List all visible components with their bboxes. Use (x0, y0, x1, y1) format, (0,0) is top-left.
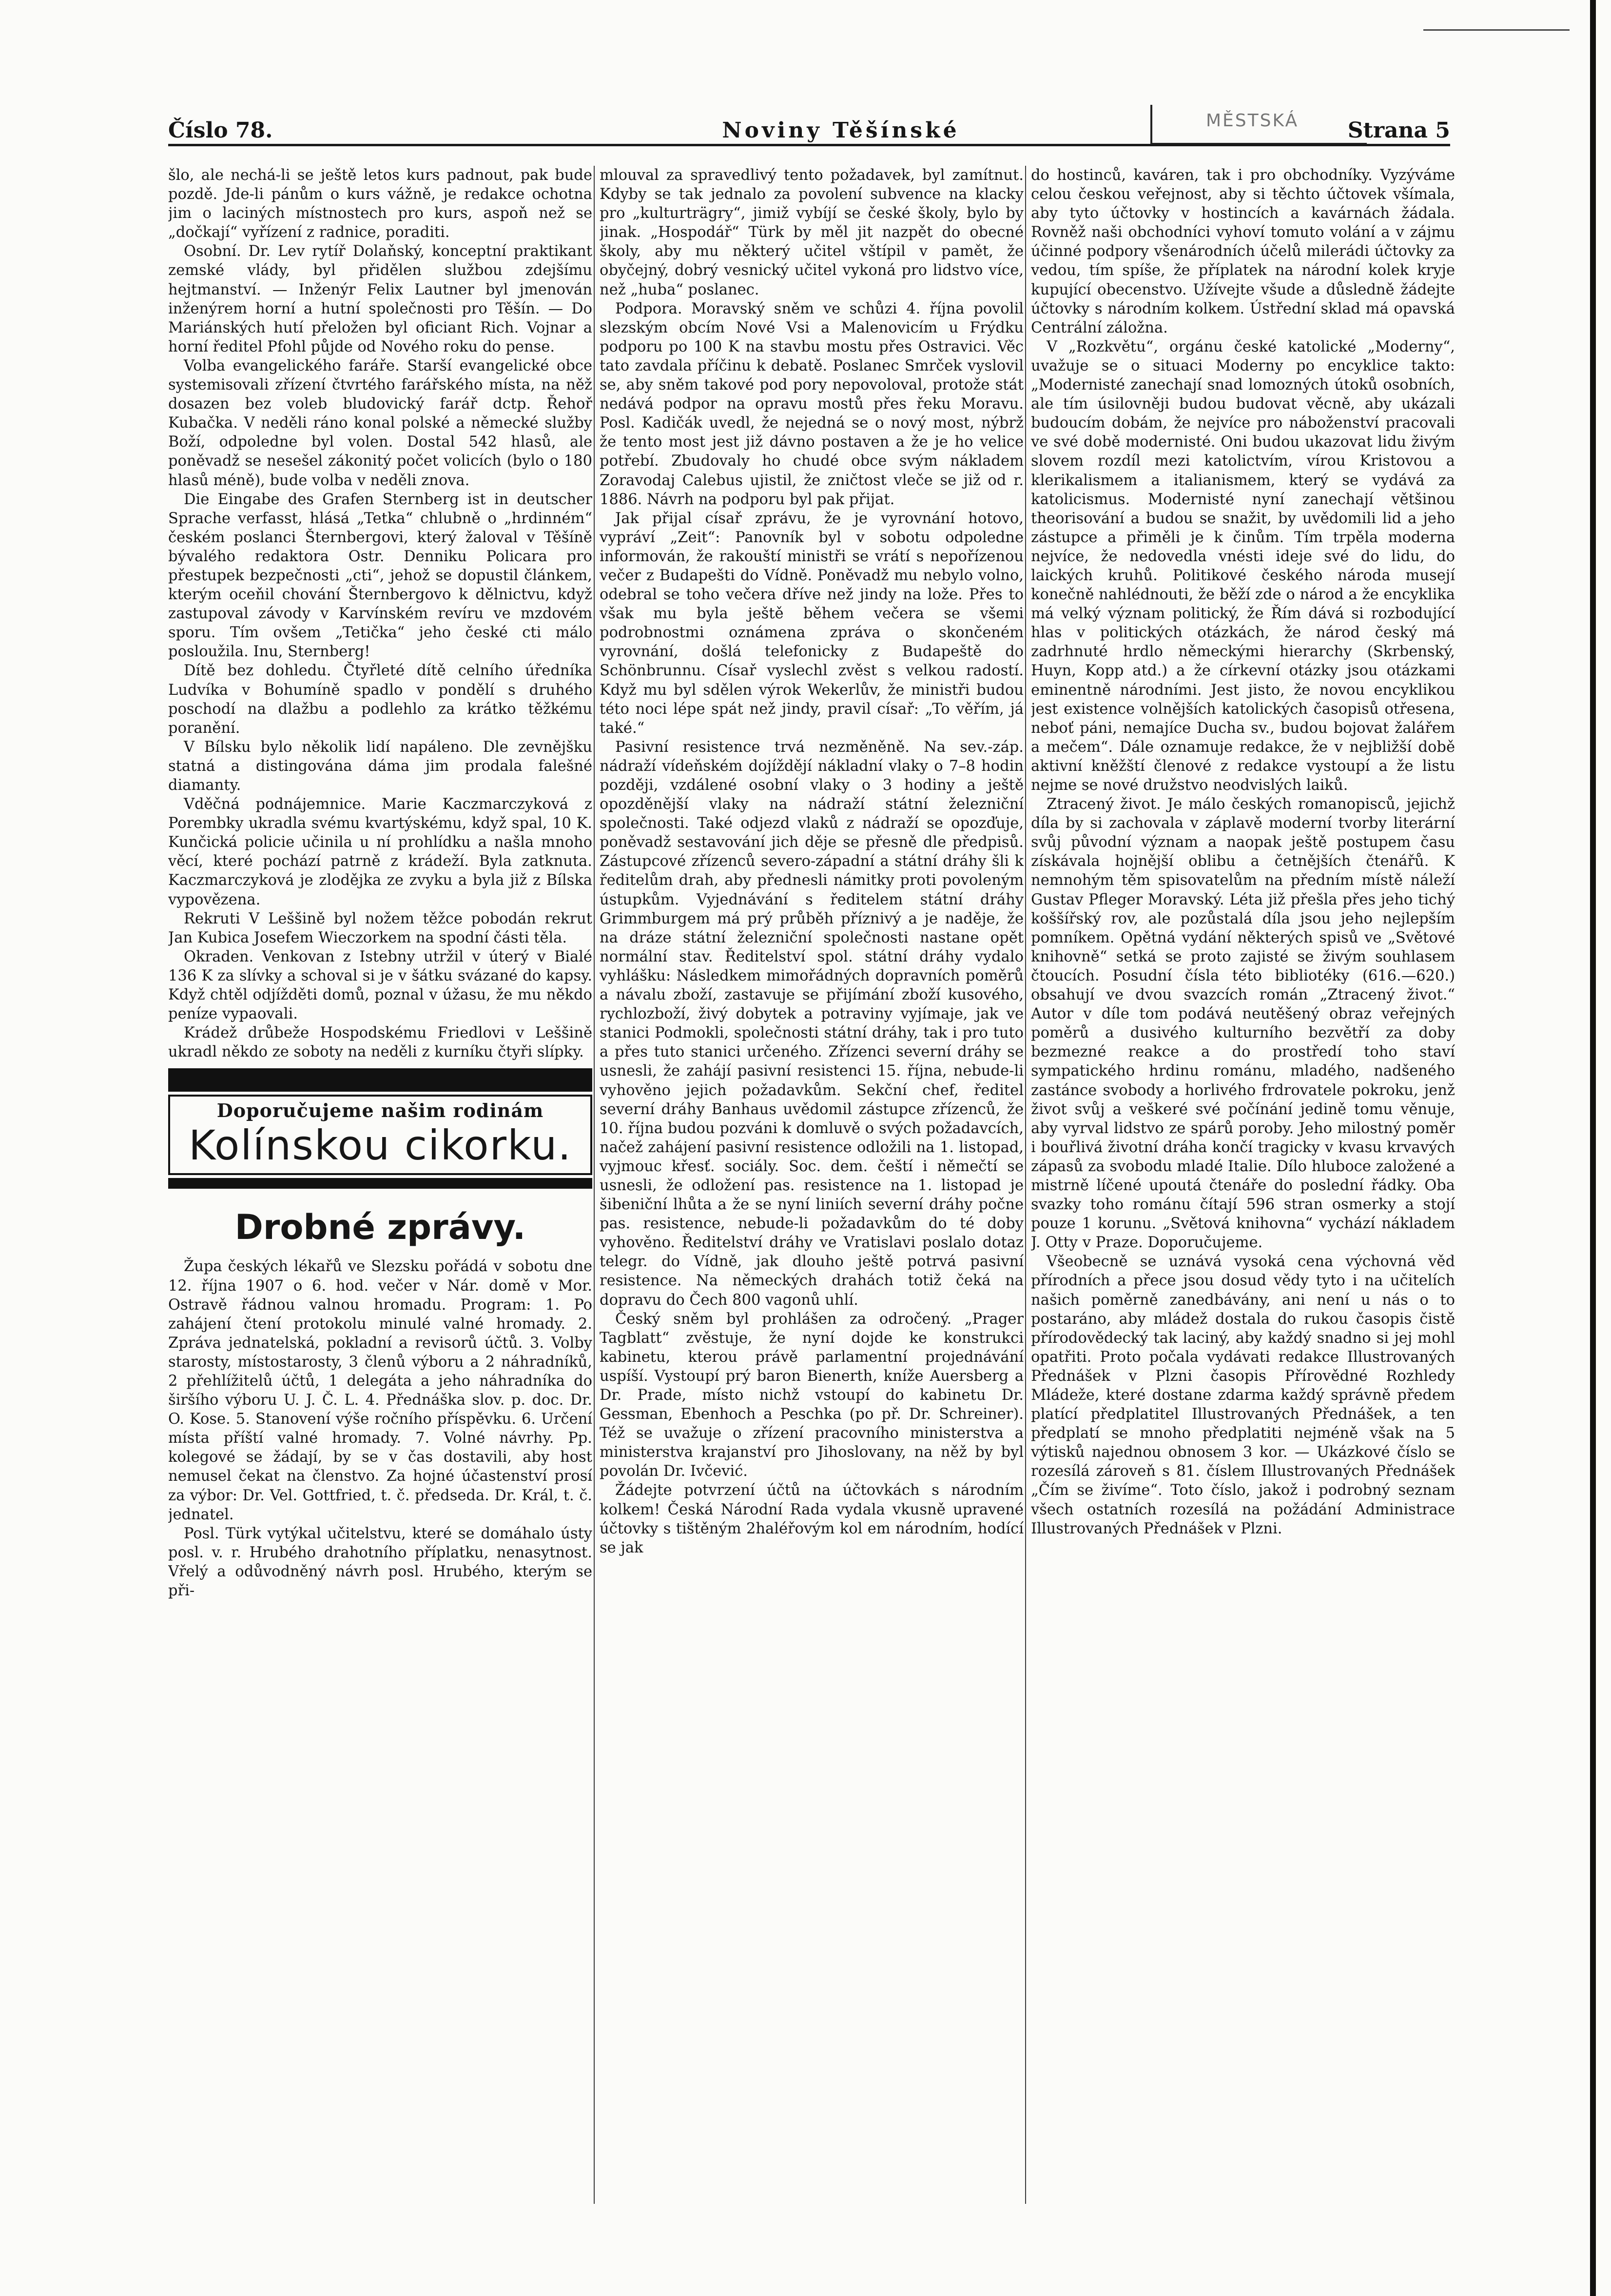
article-paragraph: Dítě bez dohledu. Čtyřleté dítě celního úředníka Ludvíka v Bohumíně spadlo v pondělí s druhého poschodí na dlažbu a podlehlo za krátko těžkému poranění. (168, 662, 592, 737)
article-paragraph: Vděčná podnájemnice. Marie Kaczmarczyková z Porembky ukradla svému kvartýskému, když spal, 10 K. Kunčická policie učinila u ní prohlídku a našla mnoho věcí, které pochází patrně z krádeží. Byla zatknuta. Kaczmarczyková je zlodějka ze zvyku a byla již z Bílska vypovězena. (168, 796, 592, 908)
article-paragraph: Die Eingabe des Grafen Sternberg ist in deutscher Sprache verfasst, hlásá „Tetka“ chlubně o „hrdinném“ českém poslanci Šternbergovi, který žaloval v Těšíně bývalého redaktora Ostr. Denniku Policara pro přestupek bezpečnosti „cti“, jehož se dopustil článkem, kterým oceňil chování Šternbergovo k dělnictvu, když zastupoval závody v Karvínském revíru ve mzdovém sporu. Tím ovšem „Tetička“ jeho české cti málo posloužila. Inu, Sternberg! (168, 491, 592, 661)
advertisement (168, 1095, 592, 1175)
article-paragraph: Všeobecně se uznává vysoká cena výchovná věd přírodních a přece jsou dosud vědy tyto i na učitelích našich poměrně zanedbávány, ani není u nás o to postaráno, aby mládež dostala do rukou časopis čistě přírodovědecký tak laciný, aby každý snadno si jej mohl opatřiti. Proto počala vydávati redakce Illustrovaných Přednášek v Plzni časopis Přírovědné Rozhledy Mládeže, které dostane zdarma každý správně předem platící předplatitel Illustrovaných Přednášek, a ten předplatí se mnoho předplatiti nejméně však na 5 výtisků najednou obnosem 3 kor. — Ukázkové číslo se rozesílá zároveň s 81. číslem Illustrovaných Přednášek „Čím se živíme“. Toto číslo, jakož i podrobný seznam všech ostatních rozesílá na požádání Administrace Illustrovaných Přednášek v Plzni. (1031, 1253, 1455, 1537)
top-mark (1423, 29, 1570, 31)
article-paragraph: V Bílsku bylo několik lidí napáleno. Dle zevnějšku statná a distingována dáma jim prodala falešné diamanty. (168, 738, 592, 794)
article-paragraph: Český sněm byl prohlášen za odročený. „Prager Tagblatt“ zvěstuje, že nyní dojde ke konstrukci kabinetu, kterou právě parlamentní projednávání uspíší. Vystoupí prý baron Bienerth, kníže Auersberg a Dr. Prade, místo nichž vstoupí do kabinetu Dr. Gessman, Ebenhoch a Peschka (po př. Dr. Schreiner). Též se uvažuje o zřízení pracovního ministerstva a ministerstva krajanství pro Jihoslovany, na něž by byl povolán Dr. Ivčević. (600, 1310, 1024, 1480)
column-3 (1031, 166, 1455, 2204)
advert-bottom-bar (168, 1178, 592, 1189)
advert-top-bar (168, 1068, 592, 1092)
header-rule (168, 144, 1450, 146)
article-paragraph: Podpora. Moravský sněm ve schůzi 4. října povolil slezským obcím Nové Vsi a Malenovicím u Frýdku podporu po 100 K na stavbu mostu přes Ostravici. Věc tato zavdala příčinu k debatě. Poslanec Smrček vyslovil se, aby sněm takové pod pory nepovoloval, protože stát nedává podpor na opravu mostů přes řeku Moravu. Posl. Kadičák uvedl, že nejedná se o nový most, nýbrž že tento most jest již dávno postaven a že je ho velice potřebí. Zbudovaly ho chudé obce svým nákladem Zoravodaj Calebus ujistil, že zničtost vleče se již od r. 1886. Návrh na podporu byl pak přijat. (600, 300, 1024, 508)
article-paragraph: Volba evangelického faráře. Starší evangelické obce systemisovali zřízení čtvrtého farářského místa, na něž dosazen bez voleb bludovický farář dctp. Řehoř Kubačka. V neděli ráno konal polské a německé služby Boží, odpoledne byl volen. Dostal 542 hlasů, ale poněvadž se nesešel zákonitý počet volicích (bylo o 180 hlasů méně), bude volba v neděli znova. (168, 357, 592, 489)
article-paragraph: V „Rozkvětu“, orgánu české katolické „Moderny“, uvažuje se o situaci Moderny po encyklice takto: „Modernisté zanechají snad lomozných útoků osobních, ale tím úsilovněji budou budovat věcně, aby ukázali budoucím dobám, že nejvíce pro náboženství pracovali ve své době modernisté. Oni budou ukazovat lidu živým slovem rozdíl mezi katolictvím, vírou Kristovou a klerikalismem a italianismem, který se vydává za katolicismus. Modernisté nyní zanechají většinou theorisování a budou se snažit, by uvědomili lid a jeho zástupce a přiměli je k činům. Tím trpěla moderna nejvíce, že nedovedla vnésti ideje své do lidu, do laických kruhů. Politikové českého národa musejí konečně nahlédnouti, že běží zde o národ a že encyklika má velký význam politický, že Řím dává si rozbodující hlas v politických otázkách, že národ český má zadrhnuté hrdlo německými hierarchy (Skrbenský, Huyn, Kopp atd.) a že církevní otázky jsou otázkami eminentně národními. Jest jisto, že novou encyklikou jest existence volnějších katolických časopisů otřesena, neboť páni, nemajíce Ducha sv., budou bojovat žalářem a mečem“. Dále oznamuje redakce, že v nejbližší době aktivní kněžští členové z redakce vystoupí a že listu nejme se nové družstvo neodvislých laiků. (1031, 338, 1455, 794)
article-paragraph: Žádejte potvrzení účtů na účtovkách s národním kolkem! Česká Národní Rada vydala vkusně upravené účtovky s tištěným 2haléřovým kol em národním, hodící se jak (600, 1482, 1024, 1556)
column-2 (600, 166, 1024, 2204)
article-paragraph: Pasivní resistence trvá nezměněně. Na sev.-záp. nádraží vídeňském dojíždějí nákladní vlaky o 7–8 hodin později, vzdálené osobní vlaky o 3 hodiny a ještě opozděnější vlaky na nádraží státní železniční společnosti. Také odjezd vlaků z nádraží se opozďuje, poněvadž sestavování jich děje se přesně dle předpisů. Zástupcové zřízenců severo-západní a státní dráhy šli k ředitelům drah, aby přednesli námitky proti povoleným ústupkům. Vyjednávání s ředitelem státní dráhy Grimmburgem má prý průběh příznivý a je naděje, že na dráze státní železniční společnosti nastane opět normální stav. Ředitelství spol. státní dráhy vydalo vyhlášku: Následkem mimořádných dopravních poměrů a návalu zboží, zastavuje se přijímání zboží kusového, rychlozboží, živý dobytek a potraviny vyjímaje, jak ve stanici Podmokli, společnosti státní dráhy, tak i pro tuto a přes tuto stanici určeného. Zřízenci severní dráhy se usnesli, že zahájí pasivní resistenci 15. října, nebude-li vyhověno jejich požadavkům. Sekční chef, ředitel severní dráhy Banhaus uvědomil zástupce zřízenců, že 10. října budou pozváni k domluvě o svých požadavcích, načež zahájení pasivní resistence odložili na 1. listopad, vyjmouc křesť. sociály. Soc. dem. čeští i němečtí se usnesli, že odložení pas. resistence na 1. listopad je šibeniční lhůta a že se nyní liniích severní dráhy počne pas. resistence, nebude-li požadavkům do té doby vyhověno. Ředitelství dráhy ve Vratislavi poslalo dotaz telegr. do Vídně, jak dlouho ještě potrvá pasivní resistence. Na německých drahách totiž čeká na dopravu do Čech 800 vagonů uhlí. (600, 738, 1024, 1309)
article-paragraph: Župa českých lékařů ve Slezsku pořádá v sobotu dne 12. října 1907 o 6. hod. večer v Nár. domě v Mor. Ostravě řádnou valnou hromadu. Program: 1. Po zahájení čtení protokolu minulé valné hromady. 2. Zpráva jednatelská, pokladní a revisorů účtů. 3. Volby starosty, místostarosty, 3 členů výboru a 2 náhradníků, 2 přehlížitelů účtů, 1 delegáta a jeho náhradníka do širšího výboru U. J. Č. L. 4. Přednáška slov. p. doc. Dr. O. Kose. 5. Stanovení výše ročního příspěvku. 6. Určení místa příští valné hromady. 7. Volné návrhy. Pp. kolegové se žádají, by se v čas dostavili, aby host nemusel čekat na členstvo. Za hojné účastenství prosí za výbor: Dr. Vel. Gottfried, t. č. předseda. Dr. Král, t. č. jednatel. (168, 1258, 592, 1523)
article-paragraph: šlo, ale nechá-li se ještě letos kurs padnout, pak bude pozdě. Jde-li pánům o kurs vážně, je redakce ochotna jim o laciných místnostech pro kurs, aspoň než se „dočkají“ vyřízení z radnice, poraditi. (168, 167, 592, 241)
article-paragraph: do hostinců, kaváren, tak i pro obchodníky. Vyzýváme celou českou veřejnost, aby si těchto účtovek všímala, aby tyto účtovky v hostincích a kavárnách žádala. Rovněž naši obchodníci vyhoví tomuto volání a v zájmu účinné podpory všenárodních účelů milerádi účtovky za vedou, tím spíše, že příplatek na národní kolek kryje kupující obecenstvo. Užívejte všude a důsledně žádejte účtovky s národním kolkem. Ústřední sklad má opavská Centrální záložna. (1031, 167, 1455, 336)
library-stamp (1150, 105, 1367, 145)
article-paragraph: Krádež drůbeže Hospodskému Friedlovi v Leššině ukradl někdo ze soboty na neděli z kurníku čtyři slípky. (168, 1024, 592, 1061)
section-heading: Drobné zprávy. (234, 1207, 526, 1248)
column-divider (1025, 166, 1026, 2204)
article-paragraph: mlouval za spravedlivý tento požadavek, byl zamítnut. Kdyby se tak jednalo za povolení subvence na klacky pro „kulturträgry“, jimiž vybíjí se české školy, bylo by jinak. „Hospodář“ Türk by měl jit nazpět do obecné školy, aby mu některý učitel vštípil v pamět, že obyčejný, dobrý vesnický učitel vykoná pro lidstvo více, než „huba“ poslanec. (600, 167, 1024, 298)
newspaper-title: Noviny Těšínské (722, 118, 960, 143)
article-paragraph: Okraden. Venkovan z Istebny utržil v úterý v Bialé 136 K za slívky a schoval si je v šátku svázané do kapsy. Když chtěl odjížděti domů, poznal v úžasu, že mu někdo peníze vypaovali. (168, 948, 592, 1023)
page-edge-rule (1590, 0, 1596, 2296)
article-paragraph: Jak přijal císař zprávu, že je vyrovnání hotovo, vypráví „Zeit“: Panovník byl v sobotu odpoledne informován, že rakouští ministři se vrátí s nepořízenou večer z Budapešti do Vídně. Poněvadž mu nebylo volno, odebral se toho večera dříve než jindy na lože. Přes to však mu byla ještě během večera se všemi podrobnostmi oznámena zpráva o skončeném vyrovnání, došlá telefonicky z Budapeště do Schönbrunnu. Císař vyslechl zvěst s velkou radostí. Když mu byl sdělen výrok Wekerlův, že ministři budou této noci lépe spát než jindy, pravil císař: „To věřím, já také.“ (600, 510, 1024, 737)
article-paragraph: Posl. Türk vytýkal učitelstvu, které se domáhalo ústy posl. v. r. Hrubého drahotního příplatku, nenasytnost. Vřelý a odůvodněný návrh posl. Hrubého, kterým se při- (168, 1525, 592, 1599)
article-paragraph: Ztracený život. Je málo českých romanopisců, jejichž díla by si zachovala v záplavě moderní tvorby literární svůj původní význam a naopak ještě postupem času získávala hojnější oblibu a četnějších čtenářů. K nemnohým těm spisovatelům na předním místě náleží Gustav Pfleger Moravský. Léta již přešla přes jeho tichý koššířský rov, ale pozůstalá díla jsou jeho nejlepším pomníkem. Opětná vydání některých spisů ve „Světové knihovně“ setká se proto zajisté se živým souhlasem čtoucích. Posudní čísla této bibliotéky (616.—620.) obsahují ve dvou svazcích román „Ztracený život.“ Autor v díle tom podává neutěšený obraz veřejných poměrů a dusivého kulturního bezvětří za doby bezmezné reakce a do prostředí toho staví sympatického hrdinu románu, mladého, nadšeného zastánce svobody a horlivého frdrovatele pokroku, jenž život svůj a veškeré své počínání jedině tomu věnuje, aby vyrval lidstvo ze spárů poroby. Jeho milostný poměr i bouřlivá životní dráha končí tragicky v kvasu krvavých zápasů za svobodu mladé Italie. Dílo hluboce založené a mistrně líčené upoutá čtenáře do poslední řádky. Oba svazky toho románu čítají 596 stran osmerky a stojí pouze 1 korunu. „Světová knihovna“ vychází nákladem J. Otty v Praze. Doporučujeme. (1031, 796, 1455, 1252)
page-number: Strana 5 (1347, 118, 1450, 143)
column-1 (168, 166, 592, 2204)
advert-product: Kolínskou cikorku. (188, 1121, 572, 1170)
advert-headline: Doporučujeme našim rodinám (216, 1099, 544, 1122)
article-paragraph: Osobní. Dr. Lev rytíř Dolaňský, konceptní praktikant zemské vlády, byl přidělen službou zdejšímu hejtmanství. — Inženýr Felix Lautner byl jmenován inženýrem horní a hutní společnosti pro Těšín. — Do Mariánských hutí přeložen byl oficiant Rich. Vojnar a horní ředitel Pfohl půjde od Nového roku do pense. (168, 243, 592, 355)
stamp-text: MĚSTSKÁ (1206, 111, 1299, 131)
issue-number: Číslo 78. (168, 118, 273, 143)
column-divider (594, 166, 595, 2204)
article-paragraph: Rekruti V Leššině byl nožem těžce pobodán rekrut Jan Kubica Josefem Wieczorkem na spodní části těla. (168, 910, 592, 946)
